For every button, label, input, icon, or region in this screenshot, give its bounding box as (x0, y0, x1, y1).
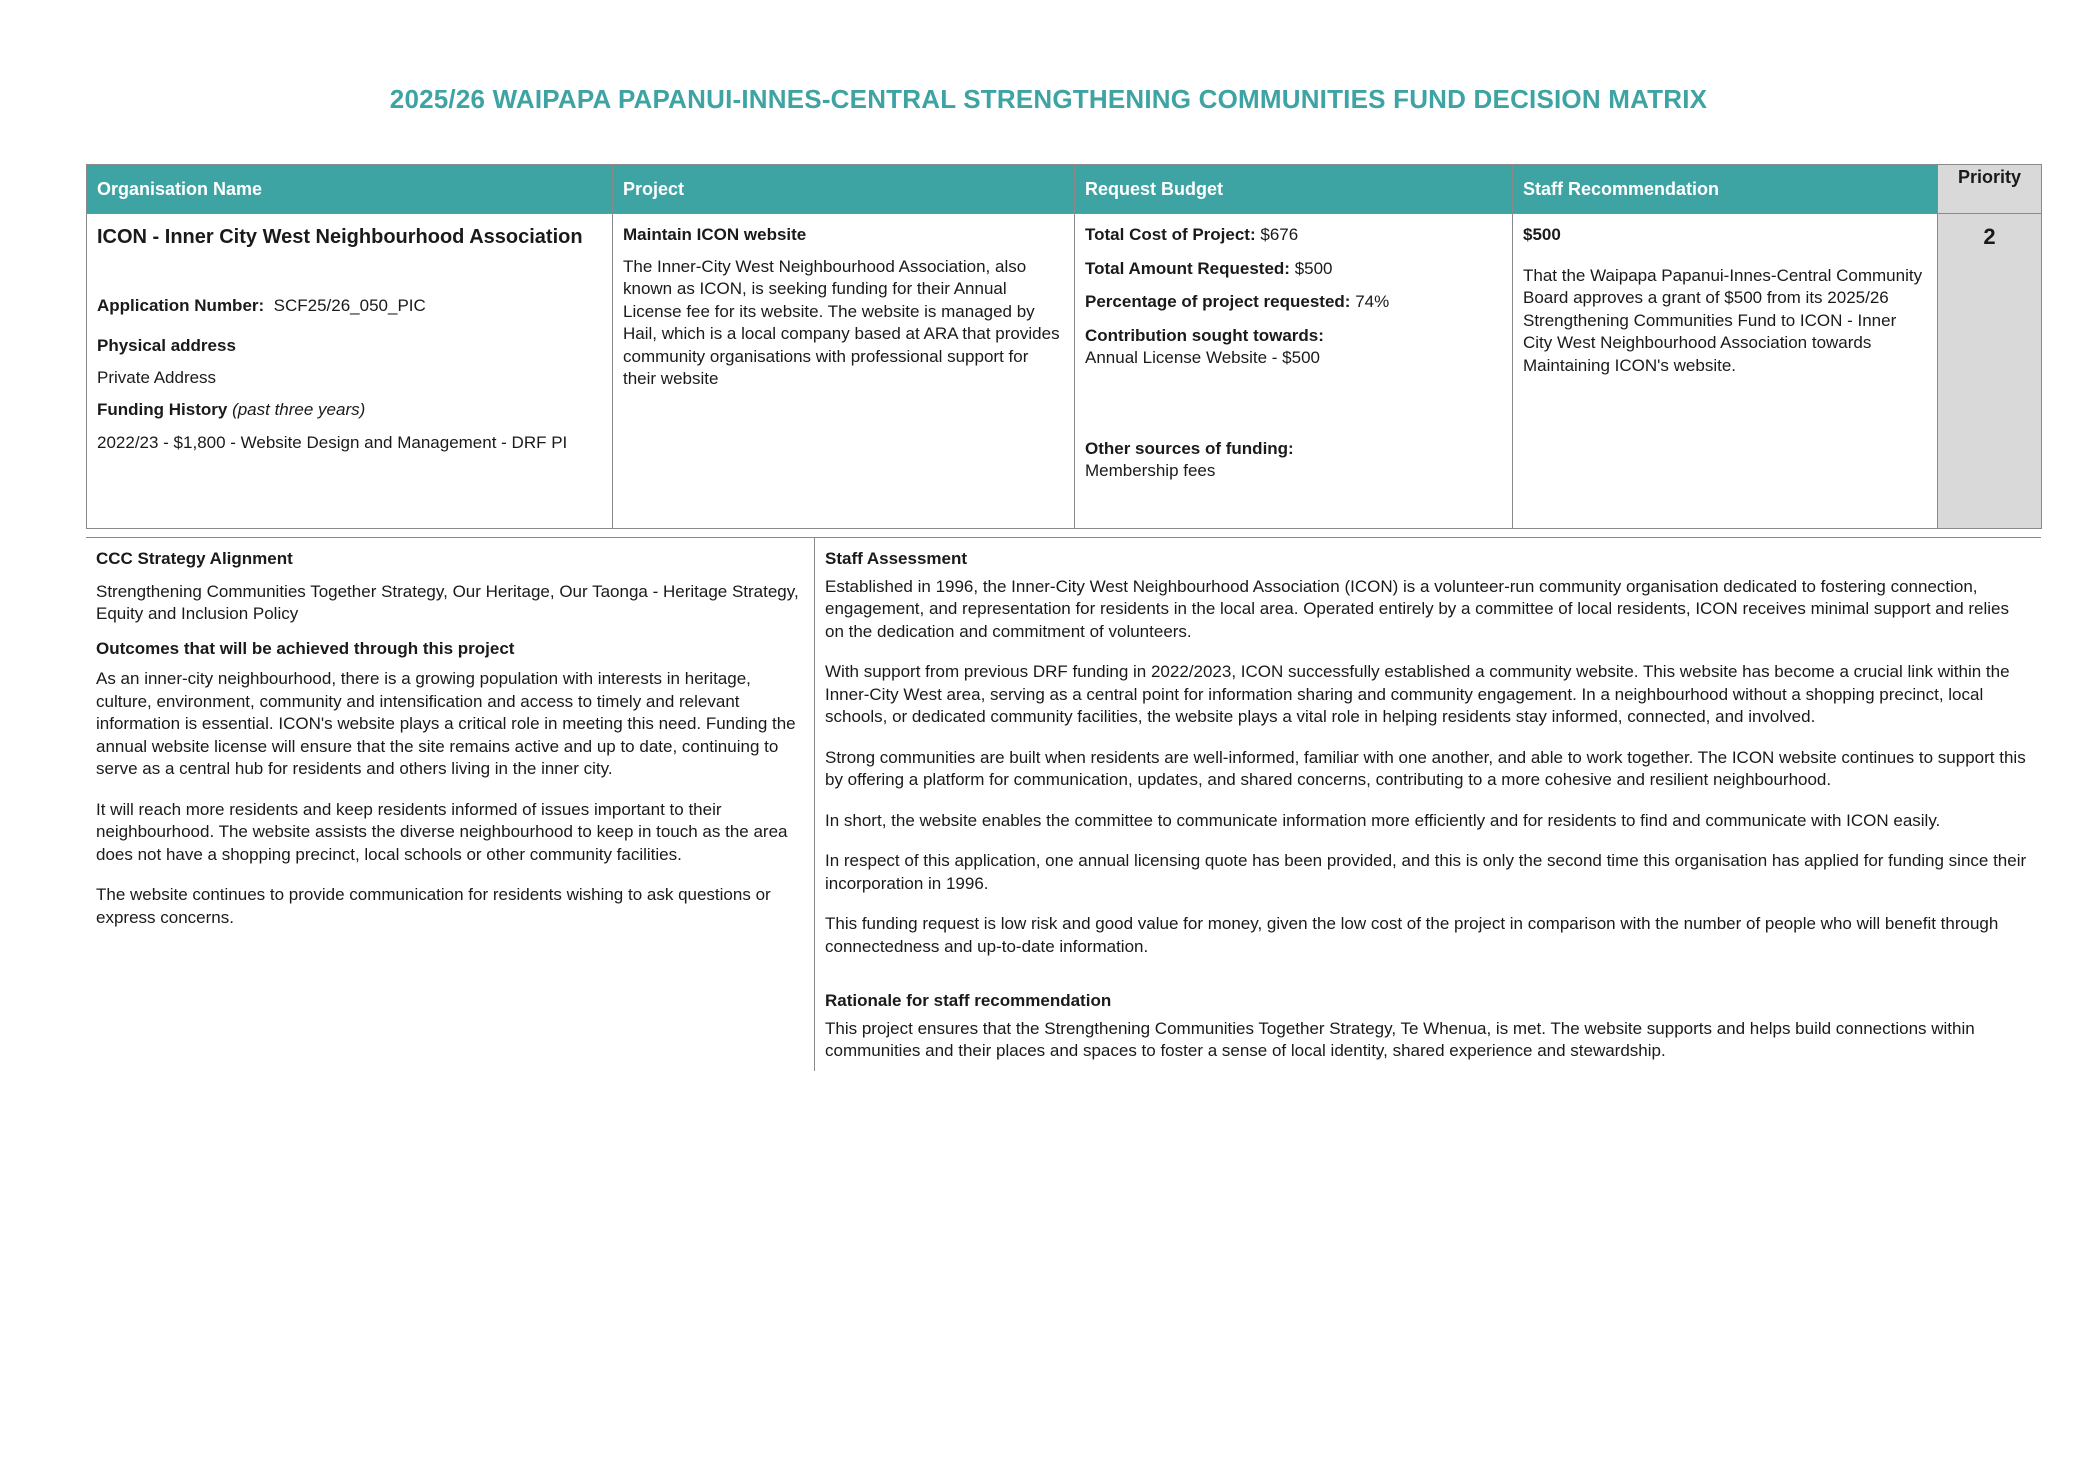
total-requested-label: Total Amount Requested: (1085, 258, 1290, 278)
page-title: 2025/26 WAIPAPA PAPANUI-INNES-CENTRAL STRENGTHENING COMMUNITIES FUND DECISION MATRIX (389, 84, 1708, 114)
assessment-paragraph-2: With support from previous DRF funding in 2022/2023, ICON successfully established a community website. This website has become a crucial link within the Inner-City West area, serving as a central point for information sharing and community engagement. In a neighbourhood without a shopping precinct, local schools, or dedicated community facilities, the website plays a vital role in helping residents stay informed, connected, and involved. (825, 662, 2010, 726)
assessment-paragraph-1: Established in 1996, the Inner-City West Neighbourhood Association (ICON) is a volunteer-run community organisation dedicated to fostering connection, engagement, and representation for residents in the local area. Operated entirely by a committee of local residents, ICON receives minimal support and relies on the dedication and commitment of volunteers. (825, 576, 2009, 641)
project-name: Maintain ICON website (623, 225, 807, 244)
outcomes-paragraph-2: It will reach more residents and keep residents informed of issues important to their neighbourhood. The website assists the diverse neighbourhood to keep in touch as the area does not have a shopping precinct, local schools or other community facilities. (96, 799, 788, 864)
assessment-paragraph-4: In short, the website enables the committee to communicate information more efficiently and for residents to find and communicate with ICON easily. (825, 810, 1941, 830)
funding-history-line (97, 399, 602, 422)
recommendation-text: That the Waipapa Papanui-Innes-Central Community Board approves a grant of $500 from its 2025/26 Strengthening Communities Fund to ICON - Inner City West Neighbourhood Association towards Maintaining ICON's website. (1523, 265, 1923, 375)
total-requested-line (1085, 258, 1502, 281)
strategy-heading: CCC Strategy Alignment (96, 549, 293, 568)
total-requested-value: $500 (1294, 258, 1333, 278)
total-cost-label: Total Cost of Project: (1085, 225, 1256, 244)
outcomes-paragraph-3: The website continues to provide communication for residents wishing to ask questions or express concerns. (96, 885, 771, 927)
strategy-column (86, 538, 821, 939)
percentage-line (1085, 291, 1502, 314)
organisation-cell (87, 214, 613, 529)
project-cell (613, 214, 1075, 529)
header-priority: Priority (1938, 165, 2042, 214)
funding-history-item: 2022/23 - $1,800 - Website Design and Management - DRF PI (97, 432, 568, 452)
table-header-row (87, 165, 2042, 214)
organisation-name: ICON - Inner City West Neighbourhood Association (97, 226, 583, 248)
physical-address-label: Physical address (97, 336, 236, 355)
funding-history-label: Funding History (97, 400, 228, 419)
outcomes-paragraph-1: As an inner-city neighbourhood, there is a growing population with interests in heritage, culture, environment, community and intensification and access to timely and relevant information is essential. ICON's website plays a critical role in meeting this need. Funding the annual website license will ensure that the site remains active and up to date, continuing to serve as a central hub for residents and others living in the inner city. (96, 669, 796, 778)
decision-matrix-table (86, 164, 2042, 529)
application-number-line (97, 295, 602, 318)
assessment-heading: Staff Assessment (825, 549, 968, 568)
assessment-paragraph-5: In respect of this application, one annual licensing quote has been provided, and this is only the second time this organisation has applied for funding since their incorporation in 1996. (825, 851, 2027, 893)
assessment-section (86, 537, 2041, 1060)
priority-value: 2 (1983, 224, 1996, 249)
outcomes-heading: Outcomes that will be achieved through this project (96, 638, 515, 658)
priority-cell (1938, 214, 2042, 529)
header-project: Project (613, 165, 1075, 214)
other-sources-label: Other sources of funding: (1085, 438, 1294, 458)
header-request-budget: Request Budget (1075, 165, 1513, 214)
assessment-paragraph-6: This funding request is low risk and good value for money, given the low cost of the project in comparison with the number of people who will benefit through connectedness and up-to-date information. (825, 914, 1999, 956)
strategy-text: Strengthening Communities Together Strategy, Our Heritage, Our Taonga - Heritage Strategy, Equity and Inclusion Policy (96, 581, 799, 623)
application-number: SCF25/26_050_PIC (273, 295, 426, 315)
recommendation-cell (1513, 214, 1938, 529)
total-cost-value: $676 (1260, 225, 1299, 244)
header-organisation-name: Organisation Name (87, 165, 613, 214)
rationale-text: This project ensures that the Strengthening Communities Together Strategy, Te Whenua, is met. The website supports and helps build connections within communities and their places and spaces to foster a sense of local identity, shared experience and stewardship. (825, 1018, 1975, 1060)
physical-address: Private Address (97, 367, 217, 387)
project-description: The Inner-City West Neighbourhood Association, also known as ICON, is seeking funding for their Annual License fee for its website. The website is managed by Hail, which is a local company based at ARA that provides community organisations with professional support for their website (623, 256, 1060, 388)
total-cost-line (1085, 224, 1502, 247)
recommendation-amount: $500 (1523, 225, 1561, 244)
percentage-label: Percentage of project requested: (1085, 292, 1351, 311)
assessment-paragraph-3: Strong communities are built when residents are well-informed, familiar with one another, and able to work together. The ICON website continues to support this by offering a platform for communication, updates, and shared concerns, contributing to a more cohesive and resilient neighbourhood. (825, 747, 2026, 789)
rationale-heading: Rationale for staff recommendation (825, 991, 1112, 1010)
funding-history-note: (past three years) (232, 400, 366, 419)
contribution-label: Contribution sought towards: (1085, 325, 1324, 345)
contribution-value: Annual License Website - $500 (1085, 348, 1321, 367)
table-row (87, 214, 2042, 529)
application-number-label: Application Number: (97, 295, 265, 315)
staff-assessment-column (814, 538, 2041, 1071)
other-sources-value: Membership fees (1085, 461, 1216, 480)
header-staff-recommendation: Staff Recommendation (1513, 165, 1938, 214)
budget-cell (1075, 214, 1513, 529)
percentage-value: 74% (1355, 292, 1390, 311)
